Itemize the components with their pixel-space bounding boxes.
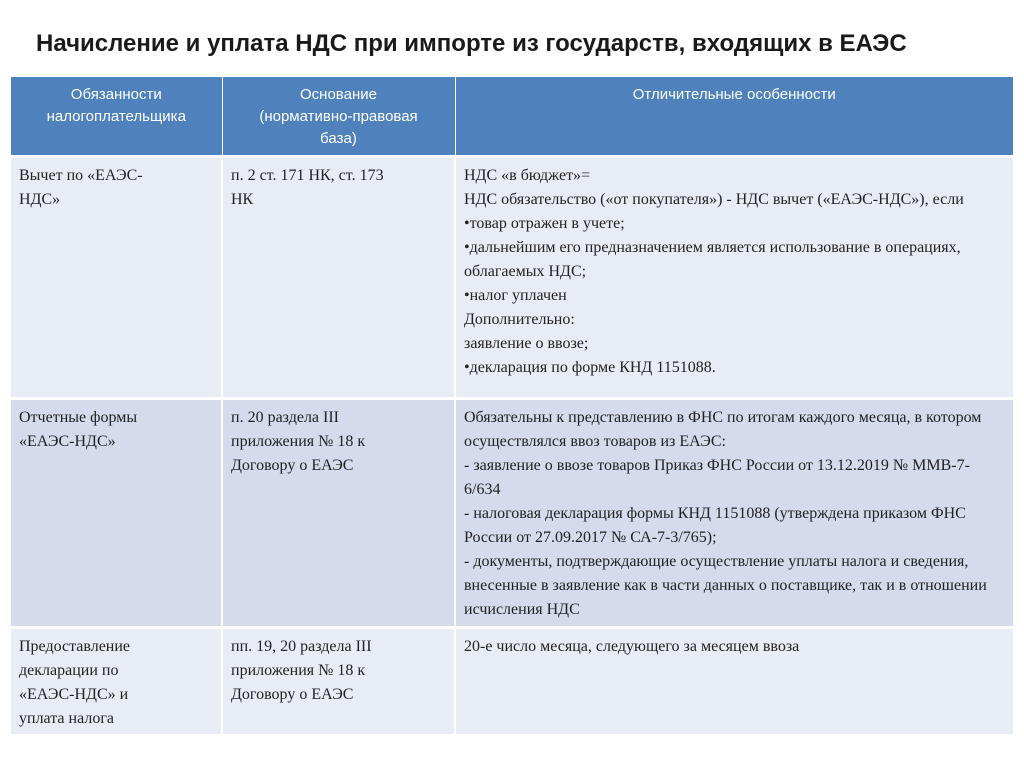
cell-line: НДС обязательство («от покупателя») - НДС вычет («ЕАЭС-НДС»), если xyxy=(464,191,964,208)
cell-line: приложения № 18 к xyxy=(231,662,366,679)
header-line: Основание xyxy=(300,86,377,103)
cell-line: •налог уплачен xyxy=(464,287,567,304)
cell-line: 20-е число месяца, следующего за месяцем ввоза xyxy=(464,638,800,655)
cell-line: п. 2 ст. 171 НК, ст. 173 xyxy=(231,167,384,184)
cell-line: •декларация по форме КНД 1151088. xyxy=(464,359,716,376)
cell-basis xyxy=(222,628,455,734)
cell-line: пп. 19, 20 раздела III xyxy=(231,638,372,655)
cell-line: НК xyxy=(231,191,254,208)
header-line: налогоплательщика xyxy=(46,108,186,125)
cell-line: уплата налога xyxy=(19,710,114,727)
header-duties xyxy=(11,77,222,157)
header-line: Отличительные особенности xyxy=(632,86,836,103)
cell-line: - заявление о ввозе товаров Приказ ФНС России от 13.12.2019 № ММВ-7-6/634 xyxy=(464,457,970,498)
cell-duty xyxy=(11,157,222,399)
cell-line: Договору о ЕАЭС xyxy=(231,457,354,474)
page-title: Начисление и уплата НДС при импорте из государств, входящих в ЕАЭС xyxy=(36,30,907,57)
table-row xyxy=(11,628,1013,734)
cell-line: Отчетные формы xyxy=(19,409,138,426)
header-line: Обязанности xyxy=(70,86,162,103)
header-line: (нормативно-правовая xyxy=(259,108,418,125)
cell-line: Вычет по «ЕАЭС- xyxy=(19,167,143,184)
cell-line: Обязательны к представлению в ФНС по итогам каждого месяца, в котором осуществлялся ввоз товаров из ЕАЭС: xyxy=(464,409,982,450)
header-features xyxy=(455,77,1013,157)
cell-line: «ЕАЭС-НДС» и xyxy=(19,686,129,703)
cell-line: Договору о ЕАЭС xyxy=(231,686,354,703)
cell-duty xyxy=(11,628,222,734)
cell-line: «ЕАЭС-НДС» xyxy=(19,433,116,450)
cell-basis xyxy=(222,399,455,628)
cell-line: декларации по xyxy=(19,662,119,679)
cell-line: Предоставление xyxy=(19,638,131,655)
header-line: база) xyxy=(320,130,357,147)
cell-line: - налоговая декларация формы КНД 1151088 (утверждена приказом ФНС России от 27.09.2017 № СА-7-3/765); xyxy=(464,505,966,546)
cell-features xyxy=(455,399,1013,628)
cell-line: •дальнейшим его предназначением является использование в операциях, облагаемых НДС; xyxy=(464,239,961,280)
vat-import-table xyxy=(11,77,1013,734)
table-header-row xyxy=(11,77,1013,157)
cell-line: НДС «в бюджет»= xyxy=(464,167,591,184)
cell-line: НДС» xyxy=(19,191,61,208)
table-row xyxy=(11,157,1013,399)
cell-duty xyxy=(11,399,222,628)
table-row xyxy=(11,399,1013,628)
cell-line: заявление о ввозе; xyxy=(464,335,589,352)
header-basis xyxy=(222,77,455,157)
cell-line: Дополнительно: xyxy=(464,311,575,328)
cell-basis xyxy=(222,157,455,399)
cell-line: приложения № 18 к xyxy=(231,433,366,450)
cell-features xyxy=(455,157,1013,399)
cell-line: - документы, подтверждающие осуществление уплаты налога и сведения, внесенные в заявление как в части данных о поставщике, так и в отношении исчисления НДС xyxy=(464,553,987,618)
cell-line: •товар отражен в учете; xyxy=(464,215,625,232)
cell-line: п. 20 раздела III xyxy=(231,409,340,426)
cell-features xyxy=(455,628,1013,734)
